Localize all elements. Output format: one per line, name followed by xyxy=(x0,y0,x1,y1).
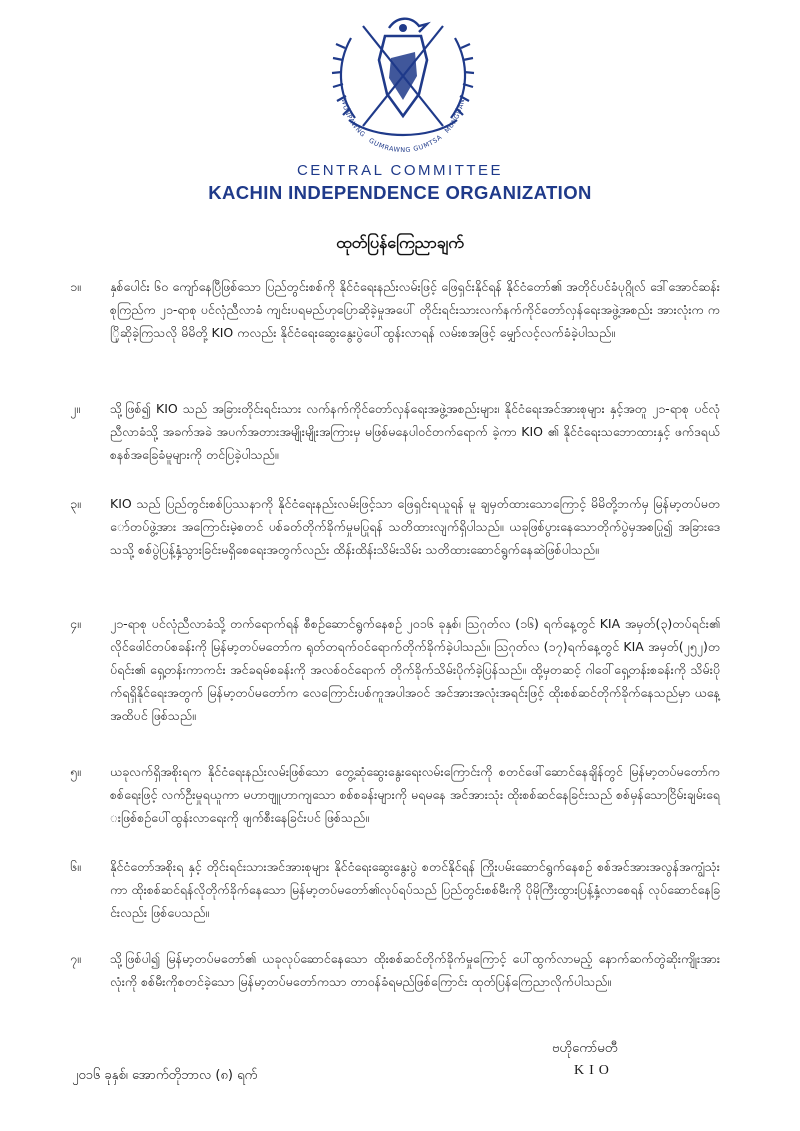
paragraph-2 xyxy=(70,397,720,466)
document-date: ၂၀၁၆ ခုနှစ်၊ အောက်တိုဘာလ (၈) ရက် xyxy=(72,1068,258,1083)
paragraph-number: ၄။ xyxy=(70,616,81,631)
signature-title: ဗဟိုကော်မတီ xyxy=(552,1041,618,1056)
paragraph-number: ၁။ xyxy=(70,279,81,294)
org-subtitle: CENTRAL COMMITTEE xyxy=(296,162,504,179)
paragraph-text: ယခုလက်ရှိအစိုးရက နိုင်ငံရေးနည်းလမ်းဖြစ်သော တွေ့ဆုံဆွေးနွေးရေးလမ်းကြောင်းကို စတင်ဖေါ်ဆောင်နေချိန်တွင် မြန်မာ့တပ်မတော်က စစ်ရေးဖြင့် လက်ဦးမှုရယူကာ မဟာဗျူဟာကျသော စစ်စခန်းများကို မရမနေ အင်အားသုံး ထိုးစစ်ဆင်နေခြင်းသည် စစ်မှန်သောငြိမ်းချမ်းရေးဖြစ်စဉ်ပေါ်ထွန်းလာရေးကို ဖျက်စီးနေခြင်းပင် ဖြစ်သည်။ xyxy=(110,764,720,825)
kio-emblem-icon xyxy=(315,8,491,158)
paragraph-number: ၇။ xyxy=(70,951,81,966)
paragraph-3 xyxy=(70,492,720,561)
paragraph-number: ၃။ xyxy=(70,496,81,511)
paragraph-text: သို့ဖြစ်၍ KIO သည် အခြားတိုင်းရင်းသား လက်နက်ကိုင်တော်လှန်ရေးအဖွဲ့အစည်းများ၊ နိုင်ငံရေးအင်အားစုများ နှင့်အတူ ၂၁-ရာစု ပင်လုံညီလာခံသို့ အခက်အခဲ အပက်အတားအမျိုးမျိုးအကြားမှ မဖြစ်မနေပါဝင်တက်ရောက် ခဲ့ကာ KIO ၏ နိုင်ငံရေးသဘောထားနှင့် ဖက်ဒရယ်စနစ်အခြေခံမူများကို တင်ပြခဲ့ပါသည်။ xyxy=(110,401,720,462)
svg-text:WUNPAWNG GUMRAWNG GUMT xyxy=(340,98,467,154)
paragraph-number: ၅။ xyxy=(70,764,81,779)
paragraph-text: ၂၁-ရာစု ပင်လုံညီလာခံသို့ တက်ရောက်ရန် စီစဉ်ဆောင်ရွက်နေစဉ် ၂၀၁၆ ခုနှစ်၊ ဩဂုတ်လ (၁၆) ရက်နေ့တွင် KIA အမှတ်(၃)တပ်ရင်း၏ လိုင်ဖေါင်တပ်စခန်းကို မြန်မာ့တပ်မတော်က ရုတ်တရက်ဝင်ရောက်တိုက်ခိုက်ခဲ့ပါသည်။ ဩဂုတ်လ (၁၇)ရက်နေ့တွင် KIA အမှတ်(၂၅၂)တပ်ရင်း၏ ရှေ့တန်းကာကင်း အင်ခရမ်စခန်းကို အလစ်ဝင်ရောက် တိုက်ခိုက်သိမ်းပိုက်ခဲ့ပြန်သည်။ ထို့မှတဆင့် ဂါဝေါ်ရှေ့တန်းစခန်းကို သိမ်းပိုက်ရရှိနိုင်ရေးအတွက် မြန်မာ့တပ်မတော်က လေကြောင်းပစ်ကူအပါအဝင် အင်အားအလုံးအရင်းဖြင့် ထိုးစစ်ဆင်တိုက်ခိုက်နေသည်မှာ ယနေ့အထိပင် ဖြစ်သည်။ xyxy=(110,616,720,723)
paragraph-text: KIO သည် ပြည်တွင်းစစ်ပြဿနာကို နိုင်ငံရေးနည်းလမ်းဖြင့်သာ ဖြေရှင်းရယူရန် မူ ချမှတ်ထားသောကြောင့် မိမိတို့ဘက်မှ မြန်မာ့တပ်မတော်တပ်ဖွဲ့အား အကြောင်းမဲ့စတင် ပစ်ခတ်တိုက်ခိုက်မှုမပြုရန် သတိထားလျက်ရှိပါသည်။ ယခုဖြစ်ပွားနေသောတိုက်ပွဲမှအစပြု၍ အခြားဒေသသို့ စစ်ပွဲပြန့်နှံ့သွားခြင်းမရှိစေရေးအတွက်လည်း ထိန်းထိန်းသိမ်းသိမ်း သတိထားဆောင်ရွက်နေဆဲဖြစ်ပါသည်။ xyxy=(110,496,720,557)
paragraph-5 xyxy=(70,760,720,829)
document-title: ထုတ်ပြန်ကြေညာချက် xyxy=(336,233,464,252)
paragraph-number: ၂။ xyxy=(70,401,80,416)
paragraph-7 xyxy=(70,947,720,993)
paragraph-text: နှစ်ပေါင်း ၆၀ ကျော်နေပြီဖြစ်သော ပြည်တွင်းစစ်ကို နိုင်ငံရေးနည်းလမ်းဖြင့် ဖြေရှင်းနိုင်ရန် နိုင်ငံတော်၏ အတိုင်ပင်ခံပုဂ္ဂိုလ် ဒေါ်အောင်ဆန်းစုကြည်က ၂၁-ရာစု ပင်လုံညီလာခံ ကျင်းပရမည်ဟုပြောဆိုခဲ့မှုအပေါ် တိုင်းရင်းသားလက်နက်ကိုင်တော်လှန်ရေးအဖွဲ့အစည်း အားလုံးက ကြိုဆိုခဲ့ကြသလို မိမိတို့ KIO ကလည်း နိုင်ငံရေးဆွေးနွေးပွဲပေါ်ထွန်းလာရန် လမ်းစအဖြင့် မျှော်လင့်လက်ခံခဲ့ပါသည်။ xyxy=(110,279,720,340)
org-name: KACHIN INDEPENDENCE ORGANIZATION xyxy=(208,182,592,203)
paragraph-6 xyxy=(70,855,720,924)
paragraph-1 xyxy=(70,275,720,344)
paragraph-number: ၆။ xyxy=(70,859,81,874)
paragraph-4 xyxy=(70,612,720,727)
paragraph-text: သို့ဖြစ်ပါ၍ မြန်မာ့တပ်မတော်၏ ယခုလုပ်ဆောင်နေသော ထိုးစစ်ဆင်တိုက်ခိုက်မှုကြောင့် ပေါ်ထွက်လာမည့် နောက်ဆက်တွဲဆိုးကျိုးအားလုံးကို စစ်မီးကိုစတင်ခဲ့သော မြန်မာ့တပ်မတော်ကသာ တာဝန်ခံရမည်ဖြစ်ကြောင်း ထုတ်ပြန်ကြေညာလိုက်ပါသည်။ xyxy=(110,951,720,989)
emblem-motto: WUNPAWNG GUMRAWNG GUMTSA MUNGDAN xyxy=(339,97,467,155)
paragraph-text: နိုင်ငံတော်အစိုးရ နှင့် တိုင်းရင်းသားအင်အားစုများ နိုင်ငံရေးဆွေးနွေးပွဲ စတင်နိုင်ရန် ကြိုးပမ်းဆောင်ရွက်နေစဉ် စစ်အင်အားအလွန်အကျွံသုံးကာ ထိုးစစ်ဆင်ရန်လိုတိုက်ခိုက်နေသော မြန်မာ့တပ်မတော်၏လုပ်ရပ်သည် ပြည်တွင်းစစ်မီးကို ပိုမိုကြီးထွားပြန့်နှံ့လာစေရန် လုပ်ဆောင်နေခြင်းလည်း ဖြစ်ပေသည်။ xyxy=(110,859,720,920)
signature-name: KIO xyxy=(574,1063,614,1078)
